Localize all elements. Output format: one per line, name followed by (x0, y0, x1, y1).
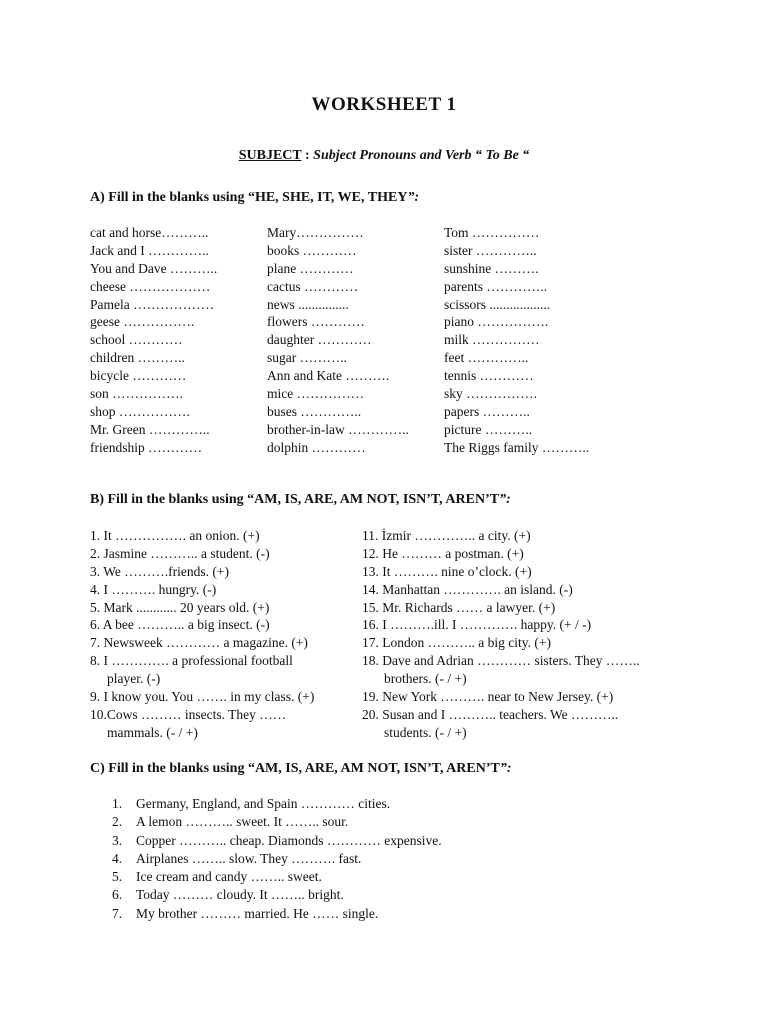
subject-colon: : (301, 148, 314, 163)
exercise-item: 2. Jasmine ……….. a student. (-) (90, 545, 270, 561)
exercise-item: 16. I ……….ill. I …………. happy. (+ / -) (362, 617, 592, 633)
blank-item: Mary…………… (267, 225, 364, 240)
item-number: 4. (112, 850, 123, 866)
exercise-item: 5. Mark ............ 20 years old. (+) (90, 599, 270, 615)
blank-item: picture ……….. (444, 421, 533, 437)
item-text: My brother ……… married. He …… single. (136, 905, 379, 921)
exercise-item: 18. Dave and Adrian ………… sisters. They …….. (362, 653, 640, 669)
section-a-heading-prefix: A) Fill in the blanks using (90, 190, 248, 205)
section-a-heading-suffix: ”: (407, 190, 420, 205)
subject-label: SUBJECT (238, 148, 302, 163)
blank-item: papers ……….. (444, 403, 530, 419)
item-number: 5. (112, 869, 123, 885)
exercise-item: 1. It ……………. an onion. (+) (90, 528, 260, 543)
exercise-item-continuation: mammals. (- / +) (107, 724, 198, 740)
exercise-item: 19. New York ………. near to New Jersey. (+) (362, 689, 614, 705)
exercise-item: 4. I ………. hungry. (-) (90, 581, 217, 597)
exercise-item: 11. İzmir ………….. a city. (+) (362, 528, 531, 543)
item-number: 2. (112, 814, 123, 830)
blank-item: You and Dave ……….. (90, 260, 218, 276)
section-b-left-column (90, 527, 314, 742)
blank-item: dolphin ………… (267, 439, 366, 455)
blank-item: school ………… (90, 332, 183, 348)
blank-item: Pamela ……………… (90, 296, 215, 312)
exercise-item: 7. Newsweek ………… a magazine. (+) (90, 635, 308, 651)
exercise-item: 6. A bee ……….. a big insect. (-) (90, 617, 270, 633)
blank-item: Mr. Green ………….. (90, 421, 210, 437)
exercise-item-continuation: students. (- / +) (384, 724, 467, 740)
blank-item: Ann and Kate ………. (267, 368, 390, 384)
blank-item: flowers ………… (267, 314, 365, 330)
item-text: A lemon ……….. sweet. It …….. sour. (136, 814, 349, 830)
blank-item: bicycle ………… (90, 368, 187, 384)
blank-item: Tom …………… (444, 225, 540, 240)
blank-item: sky ……………. (444, 386, 538, 402)
exercise-item: 8. I …………. a professional football (90, 653, 293, 669)
item-text: Germany, England, and Spain ………… cities. (136, 796, 391, 811)
blank-item: plane ………… (267, 260, 354, 276)
section-c-heading-words: “AM, IS, ARE, AM NOT, ISN’T, AREN’T (247, 761, 500, 776)
blank-item: mice …………… (267, 386, 365, 402)
blank-item: sunshine ………. (444, 260, 539, 276)
blank-item: brother-in-law ………….. (267, 421, 409, 437)
blank-item: cat and horse……….. (90, 225, 209, 240)
section-a-column-3 (444, 224, 589, 457)
blank-item: books ………… (267, 242, 357, 258)
exercise-item: 12. He ……… a postman. (+) (362, 545, 524, 561)
exercise-item: 17. London ……….. a big city. (+) (362, 635, 551, 651)
exercise-item: 20. Susan and I ……….. teachers. We ……….. (362, 706, 619, 722)
worksheet-title: WORKSHEET 1 (311, 94, 457, 115)
blank-item: geese ……………. (90, 314, 195, 330)
numbered-item (112, 850, 442, 868)
item-number: 1. (112, 796, 123, 811)
item-number: 6. (112, 887, 123, 903)
blank-item: children ……….. (90, 350, 185, 366)
blank-item: shop ……………. (90, 403, 190, 419)
section-c-heading (90, 761, 512, 777)
blank-item: sugar ……….. (267, 350, 347, 366)
subject-text: Subject Pronouns and Verb “ To Be “ (313, 148, 530, 163)
section-c-list (112, 795, 442, 923)
blank-item: sister ………….. (444, 242, 537, 258)
exercise-item: 14. Manhattan …………. an island. (-) (362, 581, 573, 597)
section-c-heading-prefix: C) Fill in the blanks using (90, 761, 248, 776)
section-a-heading-words: “HE, SHE, IT, WE, THEY (247, 190, 408, 205)
section-b-heading-prefix: B) Fill in the blanks using (90, 492, 248, 507)
blank-item: The Riggs family ……….. (444, 439, 590, 455)
blank-item: piano ……………. (444, 314, 549, 330)
blank-item: news ............... (267, 296, 349, 312)
section-a-column-1 (90, 224, 217, 457)
numbered-item (112, 905, 442, 923)
section-b-right-column (362, 527, 640, 742)
section-c-heading-suffix: ”: (499, 761, 512, 776)
blank-item: Jack and I ………….. (90, 242, 209, 258)
blank-item: parents ………….. (444, 278, 548, 294)
section-b-heading-words: “AM, IS, ARE, AM NOT, ISN’T, AREN’T (247, 492, 500, 507)
blank-item: milk …………… (444, 332, 540, 348)
section-b-heading (90, 492, 511, 508)
item-text: Copper ……….. cheap. Diamonds ………… expensive. (136, 832, 442, 848)
exercise-item: 9. I know you. You ……. in my class. (+) (90, 689, 315, 705)
blank-item: feet ………….. (444, 350, 529, 366)
blank-item: scissors .................. (444, 296, 551, 312)
numbered-item (112, 886, 442, 904)
exercise-item-continuation: player. (-) (107, 671, 161, 687)
subject-line (0, 148, 768, 164)
numbered-item (112, 832, 442, 850)
exercise-item: 10.Cows ……… insects. They …… (90, 706, 287, 722)
item-text: Ice cream and candy …….. sweet. (136, 869, 322, 885)
item-text: Today ……… cloudy. It …….. bright. (136, 887, 344, 903)
numbered-item (112, 868, 442, 886)
exercise-item: 3. We ……….friends. (+) (90, 563, 230, 579)
blank-item: daughter ………… (267, 332, 372, 348)
blank-item: tennis ………… (444, 368, 534, 384)
item-number: 7. (112, 905, 123, 921)
blank-item: friendship ………… (90, 439, 203, 455)
section-a-column-2 (267, 224, 409, 457)
section-b-heading-suffix: ”: (499, 492, 511, 507)
item-number: 3. (112, 832, 123, 848)
section-a-heading (90, 190, 419, 206)
item-text: Airplanes …….. slow. They ………. fast. (136, 850, 362, 866)
exercise-item: 15. Mr. Richards …… a lawyer. (+) (362, 599, 556, 615)
blank-item: cactus ………… (267, 278, 359, 294)
blank-item: buses ………….. (267, 403, 362, 419)
exercise-item: 13. It ………. nine o’clock. (+) (362, 563, 532, 579)
blank-item: son ……………. (90, 386, 184, 402)
blank-item: cheese ……………… (90, 278, 211, 294)
numbered-item (112, 795, 442, 813)
numbered-item (112, 813, 442, 831)
exercise-item-continuation: brothers. (- / +) (384, 671, 467, 687)
